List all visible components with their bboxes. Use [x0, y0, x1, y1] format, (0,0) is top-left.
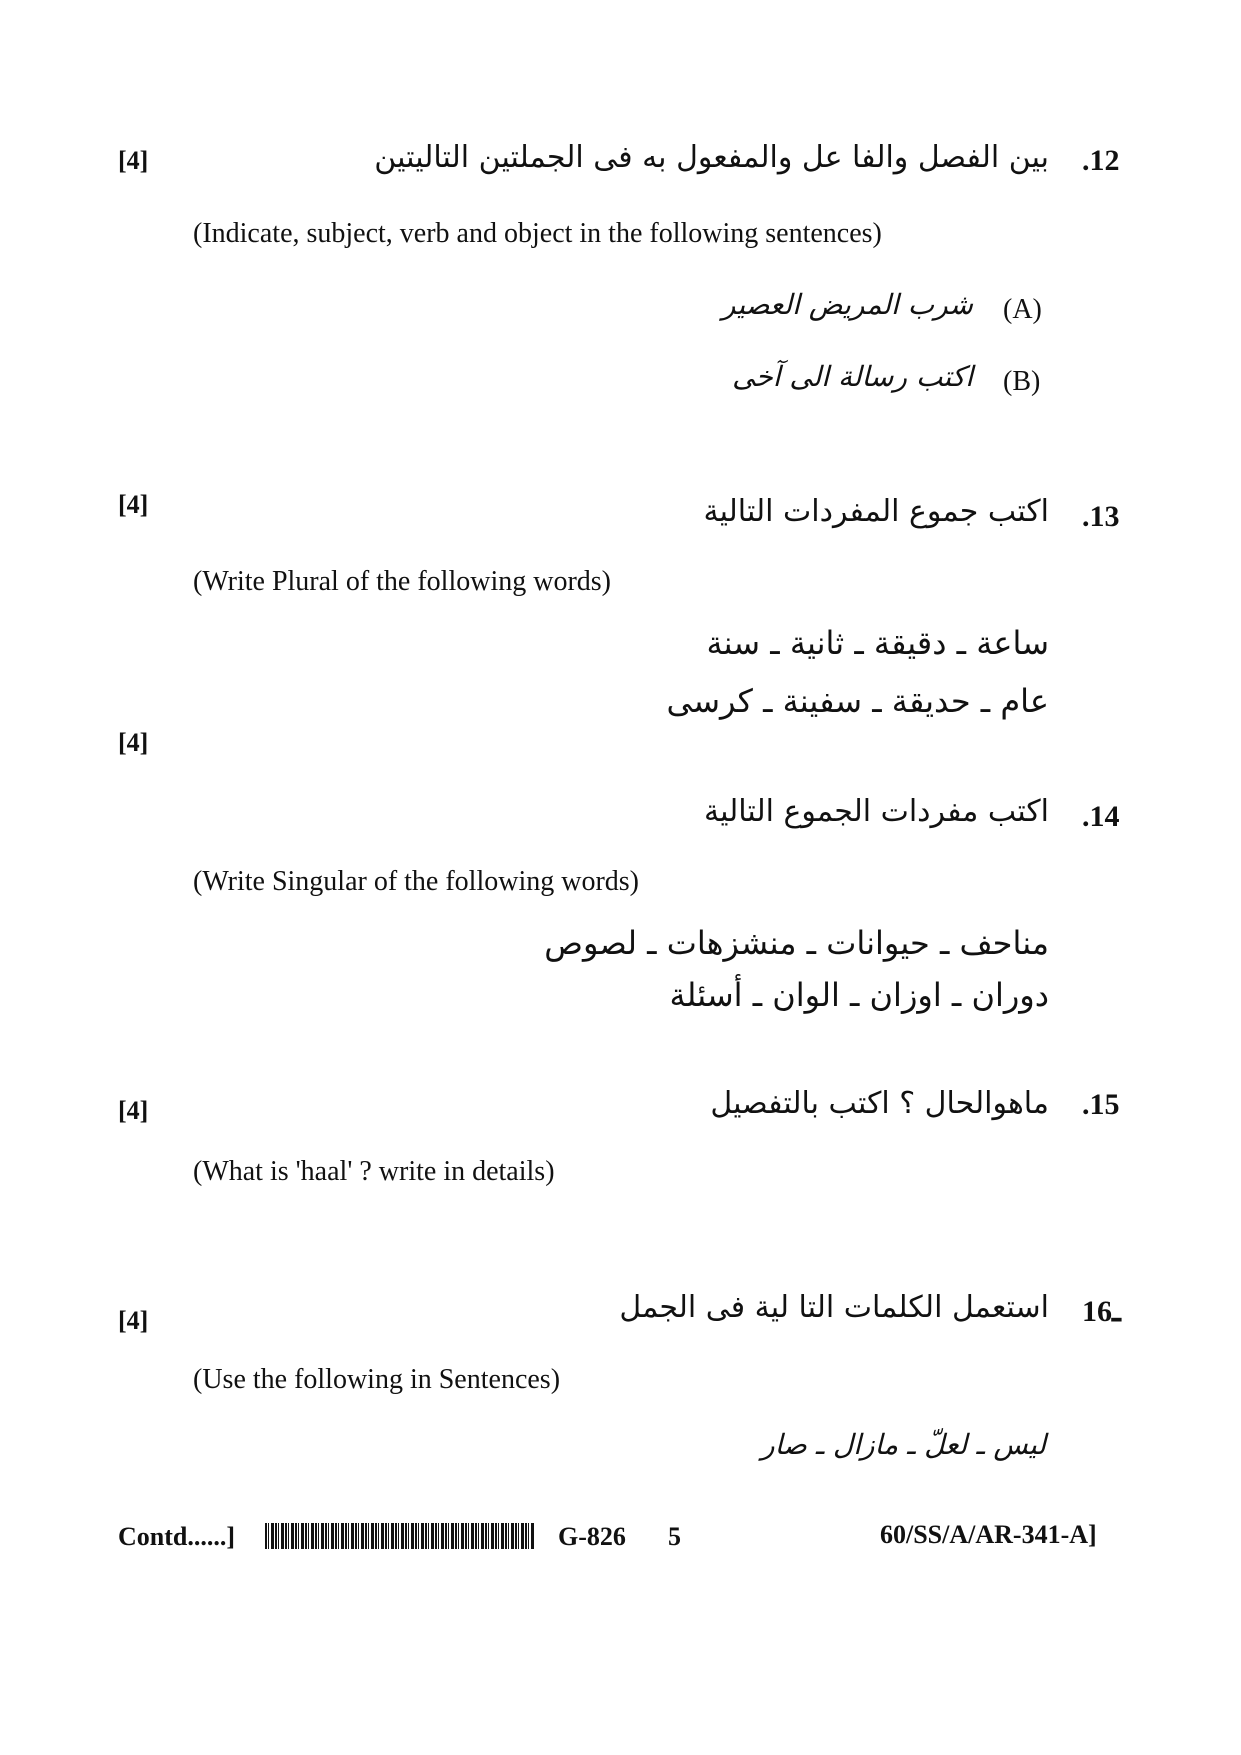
q14-words-line-2: دوران ـ اوزان ـ الوان ـ أسئلة: [669, 976, 1049, 1014]
q14-english-prompt: (Write Singular of the following words): [193, 866, 640, 897]
q13-words-line-1: ساعة ـ دقيقة ـ ثانية ـ سنة: [706, 624, 1049, 662]
footer-paper-code: 60/SS/A/AR-341-A]: [880, 1520, 1097, 1549]
q13-arabic-prompt: اكتب جموع المفردات التالية: [703, 494, 1049, 529]
q12-english-prompt: (Indicate, subject, verb and object in the following sentences): [193, 218, 882, 249]
footer-contd: Contd......]: [118, 1522, 236, 1551]
footer-code: G-826: [558, 1522, 626, 1551]
q13-english-prompt: (Write Plural of the following words): [193, 566, 612, 597]
q14-arabic-prompt: اكتب مفردات الجموع التالية: [704, 794, 1049, 829]
q16-english-prompt: (Use the following in Sentences): [193, 1364, 561, 1395]
q14-number: .14: [1082, 800, 1120, 833]
q16-words-line-1: ليس ـ لعلّ ـ مازال ـ صار: [761, 1428, 1046, 1461]
q13-number: .13: [1082, 500, 1120, 533]
q12-marks: [4]: [118, 146, 149, 175]
q14-words-line-1: مناحف ـ حيوانات ـ منشزهات ـ لصوص: [544, 924, 1049, 962]
q15-number: .15: [1082, 1088, 1120, 1121]
q13-words-line-2: عام ـ حديقة ـ سفينة ـ كرسى: [666, 682, 1049, 720]
footer-page-number: 5: [668, 1522, 681, 1551]
q15-marks: [4]: [118, 1096, 149, 1125]
q14-marks: [4]: [118, 728, 149, 757]
q15-arabic-prompt: ماهوالحال ؟ اكتب بالتفصيل: [710, 1086, 1049, 1121]
q13-marks: [4]: [118, 490, 149, 519]
q16-marks: [4]: [118, 1306, 149, 1335]
q12-arabic-prompt: بين الفصل والفا عل والمفعول به فى الجملتين التاليتين: [374, 140, 1049, 175]
q15-english-prompt: (What is 'haal' ? write in details): [193, 1156, 555, 1187]
q12-item-a-label: (A): [1003, 294, 1042, 325]
q16-arabic-prompt: استعمل الكلمات التا لية فى الجمل: [619, 1290, 1049, 1325]
q12-number: .12: [1082, 144, 1120, 177]
barcode-image: [265, 1523, 535, 1549]
q12-item-b-text: اكتب رسالة الى آخى: [732, 360, 973, 393]
q16-number: ـ16: [1082, 1295, 1121, 1328]
q12-item-a-text: شرب المريض العصير: [721, 288, 973, 321]
q12-item-b-label: (B): [1003, 366, 1041, 397]
